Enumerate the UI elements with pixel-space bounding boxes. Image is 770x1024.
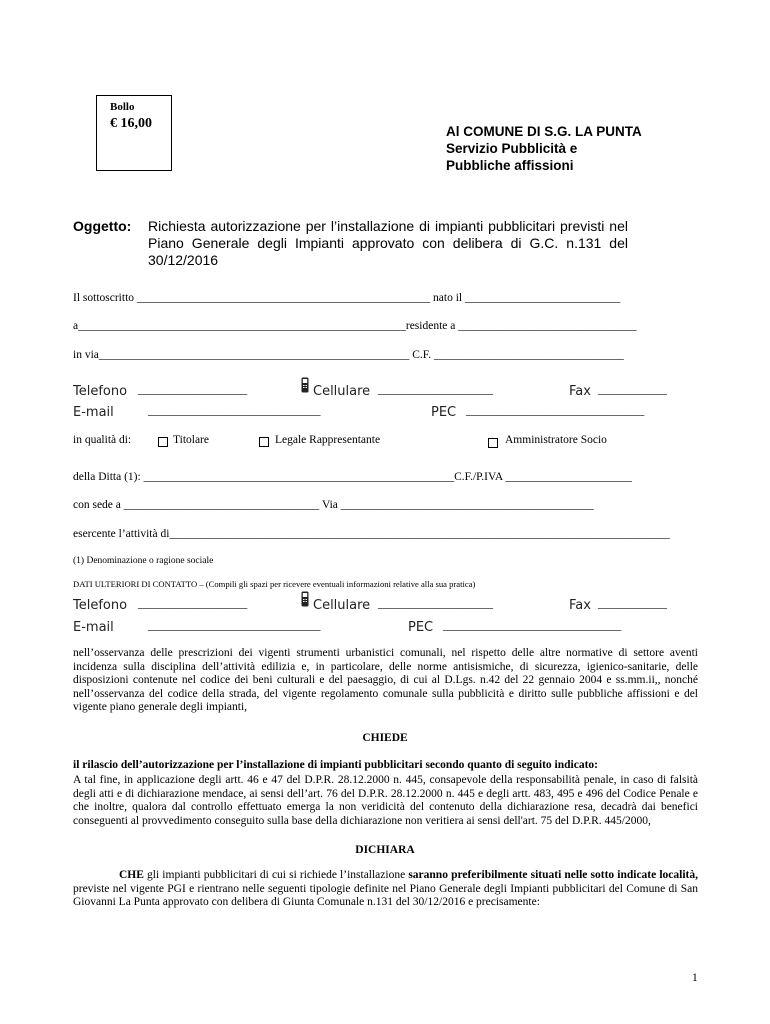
cfiva-label: C.F./P.IVA	[454, 471, 503, 483]
oggetto-label: Oggetto:	[73, 218, 132, 234]
residenza-row	[73, 320, 636, 332]
cellulare-label: Cellulare	[313, 384, 371, 399]
sottoscritto-label: Il sottoscritto	[73, 292, 135, 304]
sottoscritto-field[interactable]: ___________________________________________________	[136, 292, 431, 304]
chiede-heading: CHIEDE	[362, 732, 408, 744]
cf-field[interactable]: _________________________________	[434, 349, 624, 361]
recipient-line-1: Al COMUNE DI S.G. LA PUNTA	[446, 124, 642, 139]
legale-rappresentante-option: Legale Rappresentante	[275, 434, 381, 446]
recipient-block	[446, 123, 642, 174]
cfiva-field[interactable]: ______________________	[505, 471, 632, 483]
nato-field[interactable]: ___________________________	[464, 292, 621, 304]
oggetto-text: Richiesta autorizzazione per l’installazione di impianti pubblicitari previsti nel Piano Generale degli Impianti approvato con delibera di G.C. n.131 del 30/12/2016	[148, 218, 628, 268]
rilascio-statement: il rilascio dell’autorizzazione per l’installazione di impianti pubblicitari secondo quanto di seguito indicato:	[73, 759, 598, 771]
sede-row	[73, 499, 594, 511]
cellulare-2-field[interactable]: ____________________	[378, 598, 493, 610]
che-bold-1: CHE	[119, 869, 144, 881]
sede-field[interactable]: __________________________________	[123, 499, 320, 511]
osservanza-paragraph: nell’osservanza delle prescrizioni dei vigenti strumenti urbanistici comunali, nel rispetto delle altre normative di settore aventi incidenza sulla disciplina dell’attività edilizia e, in particolare, delle norme antisismiche, di sicurezza, igienico-sanitarie, delle disposizioni contenute nel codice dei beni culturali e del paesaggio, di cui al D.Lgs. n.42 del 22 gennaio 2004 e ss.mm.ii,, nonché nell’osservanza del codice della strada, del vigente regolamento comunale sulla pubblicità e diritto sulle pubbliche affissioni e del vigente piano generale degli impianti,	[73, 647, 698, 713]
cf-label: C.F.	[412, 349, 432, 361]
telefono-label: Telefono	[73, 384, 128, 399]
sede-label: con sede a	[73, 499, 121, 511]
via-label: in via	[73, 349, 99, 361]
dati-ulteriori-heading: DATI ULTERIORI DI CONTATTO – (Compili gli spazi per ricevere eventuali informazioni relative alla sua pratica)	[73, 579, 476, 589]
cellulare-field[interactable]: ____________________	[378, 384, 493, 396]
telefono-2-field[interactable]: ___________________	[138, 598, 248, 610]
pec-2-label: PEC	[408, 620, 434, 635]
email-2-label: E-mail	[73, 620, 114, 635]
attivita-row	[73, 528, 698, 540]
nato-label: nato il	[433, 292, 463, 304]
legale-rappresentante-checkbox[interactable]	[259, 437, 269, 447]
recipient-line-2: Servizio Pubblicità e	[446, 141, 578, 156]
footnote: (1) Denominazione o ragione sociale	[73, 556, 214, 566]
via-row	[73, 349, 624, 361]
attivita-field[interactable]: _______________________________________________________________________________________	[169, 528, 670, 540]
titolare-option: Titolare	[173, 434, 209, 446]
dichiara-heading: DICHIARA	[355, 844, 415, 856]
attivita-label: esercente l’attività di	[73, 528, 170, 540]
che-paragraph	[73, 869, 698, 910]
residente-label: residente a	[405, 320, 456, 332]
telefono-field[interactable]: ___________________	[138, 384, 248, 396]
dichiarazione-paragraph: A tal fine, in applicazione degli artt. 46 e 47 del D.P.R. 28.12.2000 n. 445, consapevole della responsabilità penale, in caso di falsità degli atti e di dichiarazione mendace, ai sensi dell’art. 76 del D.P.R. 28.12.2000 n. 445 e degli artt. 483, 495 e 496 del Codice Penale e che inoltre, qualora dal controllo effettuato emerga la non veridicità del contenuto della dichiarazione resa, decadrà dai benefici conseguenti al provvedimento conseguito sulla base della dichiarazione non veritiera ai sensi dell'art. 75 del D.P.R. 445/2000,	[73, 774, 698, 827]
qualita-label: in qualità di:	[73, 434, 132, 446]
email-label: E-mail	[73, 405, 114, 420]
mobile-phone-icon-2	[301, 591, 309, 607]
che-text-1: gli impianti pubblicitari di cui si richiede l’installazione	[143, 869, 409, 881]
pec-label: PEC	[431, 405, 457, 420]
amministratore-socio-option: Amministratore Socio	[505, 434, 607, 446]
ditta-label: della Ditta (1):	[73, 471, 141, 483]
email-field[interactable]: ______________________________	[148, 405, 321, 417]
cellulare-2-label: Cellulare	[313, 598, 371, 613]
che-text-2: previste nel vigente PGI e rientrano nelle seguenti tipologie definite nel Piano Generale degli Impianti pubblicitari del Comune di San Giovanni La Punta approvato con delibera di Giunta Comunale n.131 del 30/12/2016 e precisamente:	[73, 882, 698, 908]
ditta-field[interactable]: ______________________________________________________	[143, 471, 455, 483]
email-2-field[interactable]: ______________________________	[148, 620, 321, 632]
pec-2-field[interactable]: _______________________________	[443, 620, 622, 632]
residente-field[interactable]: _______________________________	[458, 320, 637, 332]
bollo-label: Bollo	[110, 101, 135, 113]
amministratore-socio-checkbox[interactable]	[488, 438, 498, 448]
mobile-phone-icon	[301, 377, 309, 393]
fax-label: Fax	[569, 384, 591, 399]
bollo-box	[96, 95, 172, 171]
sede-via-field[interactable]: ____________________________________________	[340, 499, 594, 511]
sottoscritto-row	[73, 292, 620, 304]
a-label: a	[73, 320, 79, 332]
sede-via-label: Via	[321, 499, 338, 511]
pec-field[interactable]: _______________________________	[466, 405, 645, 417]
ditta-row	[73, 471, 632, 483]
telefono-2-label: Telefono	[73, 598, 128, 613]
via-field[interactable]: ______________________________________________________	[98, 349, 410, 361]
recipient-line-3: Pubbliche affissioni	[446, 158, 574, 173]
fax-field[interactable]: ____________	[598, 384, 667, 396]
fax-2-field[interactable]: ____________	[598, 598, 667, 610]
fax-2-label: Fax	[569, 598, 591, 613]
titolare-checkbox[interactable]	[158, 437, 168, 447]
che-bold-2: saranno preferibilmente situati nelle sotto indicate località,	[408, 869, 699, 881]
bollo-value: € 16,00	[110, 116, 152, 131]
luogo-nascita-field[interactable]: _________________________________________________________	[78, 320, 406, 332]
page-number: 1	[692, 972, 698, 984]
